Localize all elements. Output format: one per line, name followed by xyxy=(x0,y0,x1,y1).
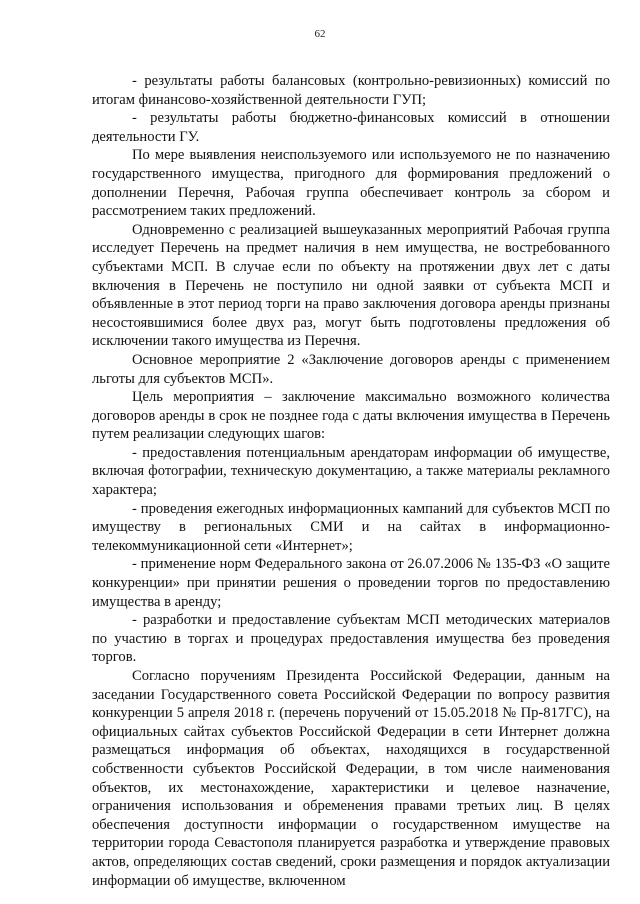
paragraph-budget-commissions: - результаты работы бюджетно-финансовых комиссий в отношении деятельности ГУ. xyxy=(92,110,610,145)
paragraph-president-instructions: Согласно поручениям Президента Российской Федерации, данным на заседании Государственного совета Российской Федерации по вопросу развития конкуренции 5 апреля 2018 г. (перечень поручений от 15.05.2018 № Пр-817ГС), на официальных сайтах субъектов Российской Федерации в сети Интернет должна размещаться информация об объектах, находящихся в государственной собственности субъектов Российской Федерации, в том числе наименования объектов, их местонахождение, характеристики и целевое назначение, ограничения использования и обременения правами третьих лиц. В целях обеспечения доступности информации о государственном имуществе на территории города Севастополя планируется разработка и утверждение правовых актов, определяющих состав сведений, сроки размещения и порядок актуализации информации об имуществе, включенном xyxy=(92,668,610,889)
paragraph-step-information: - предоставления потенциальным арендаторам информации об имуществе, включая фотографии, техническую документацию, а также материалы рекламного характера; xyxy=(92,444,610,499)
paragraph-working-group-review: Одновременно с реализацией вышеуказанных мероприятий Рабочая группа исследует Перечень на предмет наличия в нем имущества, не востребованного субъектами МСП. В случае если по объекту на протяжении двух лет с даты включения в Перечень не поступило ни одной заявки от субъекта МСП и объявленные в этот период торги на право заключения договора аренды признаны несостоявшимися более двух раз, могут быть подготовлены предложения об исключении такого имущества из Перечня. xyxy=(92,221,610,350)
paragraph-step-methodical-materials: - разработки и предоставление субъектам МСП методических материалов по участию в торгах и процедурах предоставления имущества без проведения торгов. xyxy=(92,612,610,666)
page-number: 62 xyxy=(314,28,326,40)
paragraph-activity-goal: Цель мероприятия – заключение максимально возможного количества договоров аренды в срок не позднее года с даты включения имущества в Перечень путем реализации следующих шагов: xyxy=(92,389,610,443)
paragraph-step-campaigns: - проведения ежегодных информационных кампаний для субъектов МСП по имуществу в региональных СМИ и на сайтах в информационно-телекоммуникационной сети «Интернет»; xyxy=(92,500,610,554)
paragraph-main-activity-2: Основное мероприятие 2 «Заключение договоров аренды с применением льготы для субъектов МСП». xyxy=(92,351,610,387)
paragraph-balance-commissions: - результаты работы балансовых (контрольно-ревизионных) комиссий по итогам финансово-хозяйственной деятельности ГУП; xyxy=(92,73,610,108)
paragraph-unused-property: По мере выявления неиспользуемого или используемого не по назначению государственного имущества, пригодного для формирования предложений о дополнении Перечня, Рабочая группа обеспечивает контроль за сбором и рассмотрением таких предложений. xyxy=(92,147,610,220)
document-body xyxy=(92,72,610,890)
paragraph-step-federal-law: - применение норм Федерального закона от 26.07.2006 № 135-ФЗ «О защите конкуренции» при принятии решения о проведении торгов по предоставлению имущества в аренду; xyxy=(92,556,610,610)
